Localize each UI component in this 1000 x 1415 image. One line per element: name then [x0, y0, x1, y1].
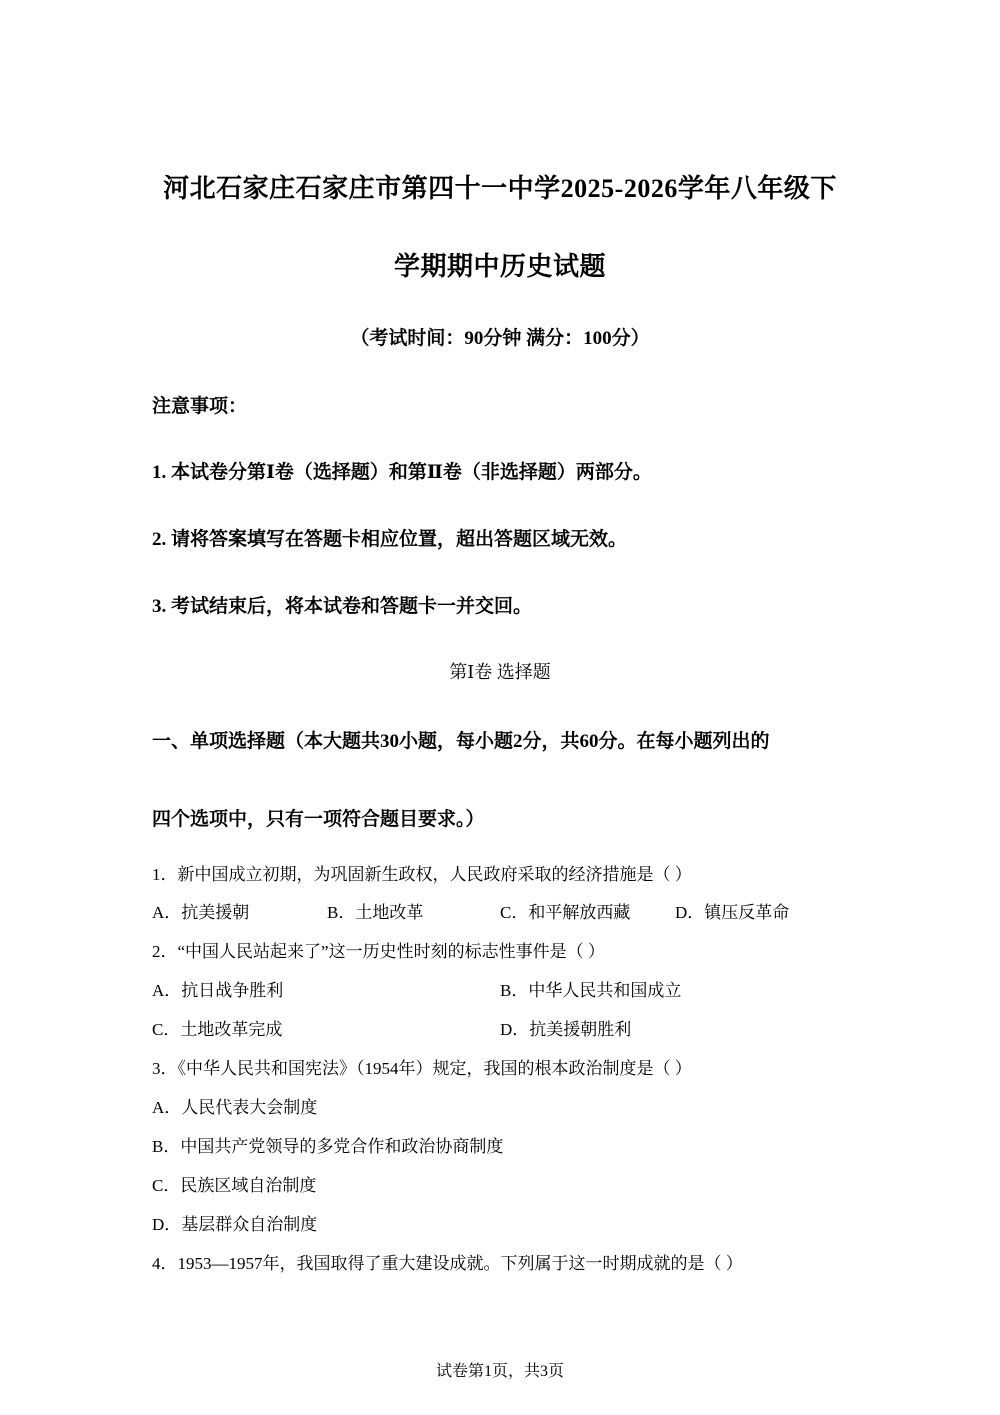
- notes-heading: 注意事项：: [152, 396, 248, 417]
- question-stem-2: 2．“中国人民站起来了”这一历史性时刻的标志性事件是（ ）: [152, 942, 605, 961]
- q3-option-d: D．基层群众自治制度: [152, 1215, 318, 1234]
- note-item: 3. 考试结束后，将本试卷和答题卡一并交回。: [152, 596, 533, 617]
- section1-heading-line2: 四个选项中，只有一项符合题目要求。）: [152, 809, 485, 830]
- document-title-line2: 学期期中历史试题: [393, 252, 606, 281]
- document-title-line1: 河北石家庄石家庄市第四十一中学2025-2026学年八年级下: [163, 174, 837, 203]
- q2-option-b: B．中华人民共和国成立: [500, 981, 682, 1000]
- question-stem-3: 3．《中华人民共和国宪法》（1954年）规定，我国的根本政治制度是（ ）: [152, 1059, 692, 1078]
- q2-option-a: A．抗日战争胜利: [152, 981, 284, 1000]
- question-stem-4: 4．1953—1957年，我国取得了重大建设成就。下列属于这一时期成就的是（ ）: [152, 1254, 743, 1273]
- part1-title: 第Ⅰ卷 选择题: [449, 662, 551, 682]
- q1-option-b: B．土地改革: [327, 903, 424, 922]
- q3-option-b: B．中国共产党领导的多党合作和政治协商制度: [152, 1137, 504, 1156]
- q3-option-a: A．人民代表大会制度: [152, 1098, 318, 1117]
- q3-option-c: C．民族区域自治制度: [152, 1176, 317, 1195]
- q1-option-a: A．抗美援朝: [152, 903, 250, 922]
- question-stem-1: 1．新中国成立初期，为巩固新生政权，人民政府采取的经济措施是（ ）: [152, 865, 692, 884]
- q1-option-c: C．和平解放西藏: [500, 903, 631, 922]
- page-footer: 试卷第1页，共3页: [435, 1363, 564, 1380]
- note-item: 2. 请将答案填写在答题卡相应位置，超出答题区域无效。: [152, 529, 628, 550]
- note-item: 1. 本试卷分第Ⅰ卷（选择题）和第Ⅱ卷（非选择题）两部分。: [152, 462, 652, 483]
- q2-option-d: D．抗美援朝胜利: [500, 1020, 632, 1039]
- section1-heading-line1: 一、单项选择题（本大题共30小题，每小题2分，共60分。在每小题列出的: [152, 731, 770, 752]
- q2-option-c: C．土地改革完成: [152, 1020, 283, 1039]
- exam-info: （考试时间：90分钟 满分：100分）: [350, 328, 650, 349]
- q1-option-d: D．镇压反革命: [675, 903, 790, 922]
